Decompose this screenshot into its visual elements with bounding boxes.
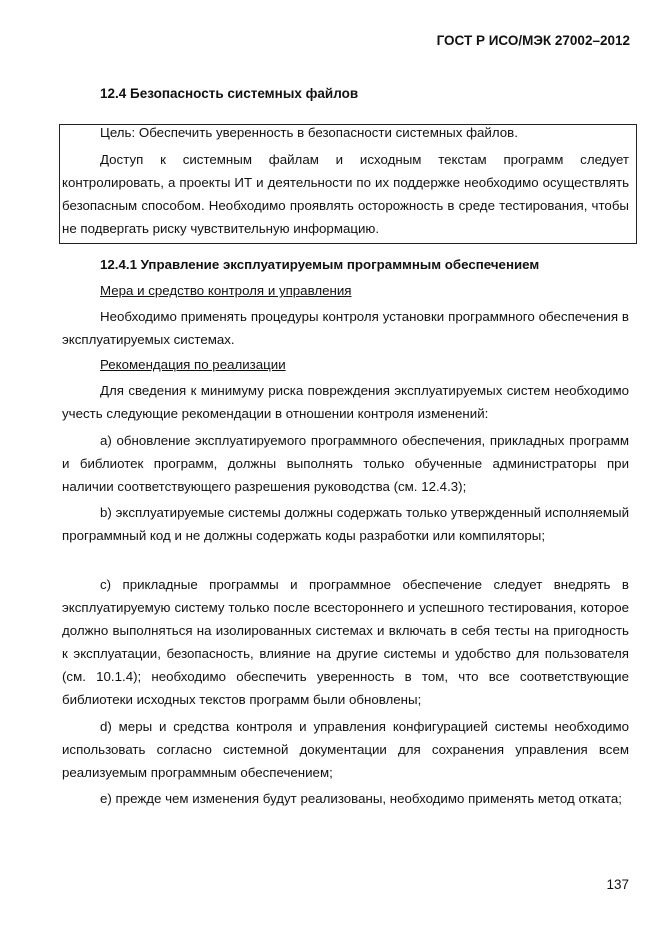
- subsection-title: 12.4.1 Управление эксплуатируемым программным обеспечением: [100, 257, 540, 272]
- list-item-c: c) прикладные программы и программное обеспечение следует внедрять в эксплуатируемую систему только после всестороннего и успешного тестирования, которое должно выполняться на изолированных системах и включать в себя тесты на пригодность к эксплуатации, безопасность, влияние на другие системы и удобство для пользователя (см. 10.1.4); необходимо обеспечить уверенность в том, что все соответствующие библиотеки исходных текстов программ были обновлены;: [62, 577, 629, 707]
- section-title: 12.4 Безопасность системных файлов: [100, 86, 359, 101]
- list-item-a: а) обновление эксплуатируемого программного обеспечения, прикладных программ и библиотек программ, должны выполнять только обученные администраторы при наличии соответствующего разрешения руководства (см. 12.4.3);: [62, 433, 629, 494]
- document-code-header: ГОСТ Р ИСО/МЭК 27002–2012: [436, 33, 630, 48]
- control-text: Необходимо применять процедуры контроля установки программного обеспечения в эксплуатируемых системах.: [62, 309, 629, 347]
- guidance-label: Рекомендация по реализации: [100, 357, 286, 372]
- page-number: 137: [606, 877, 629, 892]
- guidance-intro: Для сведения к минимуму риска повреждения эксплуатируемых систем необходимо учесть следующие рекомендации в отношении контроля изменений:: [62, 383, 629, 421]
- list-item-d: d) меры и средства контроля и управления конфигурацией системы необходимо использовать согласно системной документации для сохранения управления всем реализуемым программным обеспечением;: [62, 719, 629, 780]
- list-item-b: b) эксплуатируемые системы должны содержать только утвержденный исполняемый программный код и не должны содержать коды разработки или компиляторы;: [62, 505, 629, 543]
- list-item-e: e) прежде чем изменения будут реализованы, необходимо применять метод отката;: [100, 791, 622, 806]
- goal-statement: Цель: Обеспечить уверенность в безопасности системных файлов.: [100, 125, 518, 140]
- goal-description: Доступ к системным файлам и исходным текстам программ следует контролировать, а проекты ИТ и деятельности по их поддержке необходимо осуществлять безопасным способом. Необходимо проявлять осторожность в среде тестирования, чтобы не подвергать риску чувствительную информацию.: [62, 152, 629, 236]
- control-label: Мера и средство контроля и управления: [100, 283, 352, 298]
